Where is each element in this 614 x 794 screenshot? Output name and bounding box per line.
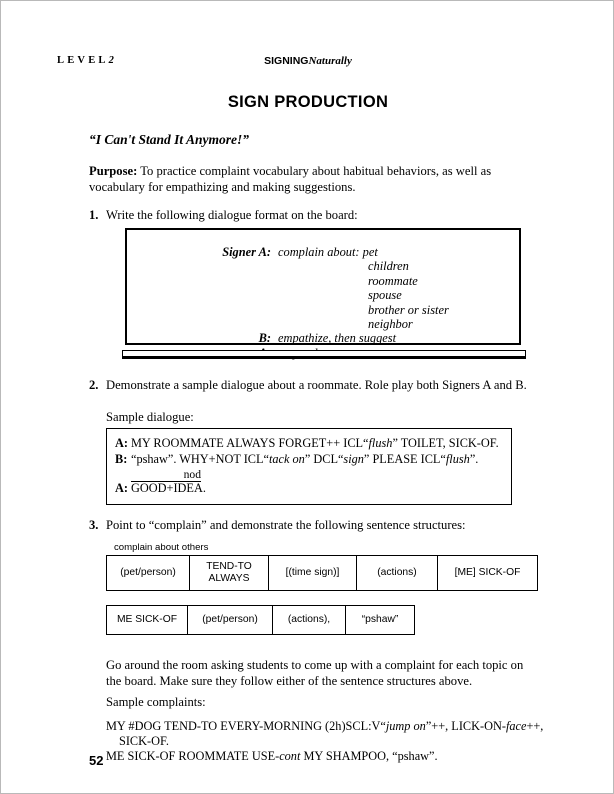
structure-cell: “pshaw” — [346, 606, 415, 635]
sentence-structure-table-2 — [106, 605, 415, 635]
blackboard-topic: roommate — [368, 273, 418, 288]
dialogue-line-a1 — [115, 436, 511, 452]
step-2-text: Demonstrate a sample dialogue about a roommate. Role play both Signers A and B. — [106, 378, 527, 392]
page-title: SIGN PRODUCTION — [227, 93, 389, 111]
blackboard-ledge-shadow — [122, 357, 526, 359]
blackboard-text — [209, 245, 449, 360]
structure-cell: ME SICK-OF — [107, 606, 188, 635]
page-content — [57, 1, 559, 794]
table-row — [107, 556, 538, 591]
structure-cell-line-2: ALWAYS — [208, 573, 250, 584]
blackboard-signer-b-label: B: — [258, 331, 271, 346]
purpose-text: To practice complaint vocabulary about habitual behaviors, as well as vocabulary for empathizing and making suggestions. — [89, 164, 492, 194]
blackboard-topic: children — [368, 259, 409, 274]
blackboard-line-signer-b — [209, 331, 449, 345]
complaint-line-1 — [106, 719, 546, 734]
structure-cell: [ME] SICK-OF — [438, 556, 538, 591]
complaint-2-part1: ME SICK-OF ROOMMATE USE- — [106, 749, 280, 764]
running-head-level-word: LEVEL — [57, 55, 109, 66]
sample-dialogue-box — [106, 428, 512, 505]
dialogue-b-part3: ” PLEASE ICL“ — [363, 451, 446, 466]
step-3-text: Point to “complain” and demonstrate the following sentence structures: — [106, 518, 466, 532]
complaint-line-1-continued: SICK-OF. — [119, 734, 169, 749]
running-head-level-number: 2 — [108, 55, 114, 66]
complaint-2-italic1: cont — [279, 749, 301, 764]
sentence-structure-table-1 — [106, 555, 538, 591]
dialogue-a1-post: ” TOILET, SICK-OF. — [392, 436, 499, 450]
dialogue-a2-text: GOOD+IDEA. — [131, 481, 206, 496]
step-3-number: 3. — [89, 518, 99, 532]
complaint-1-italic2: face — [505, 719, 527, 733]
purpose-paragraph — [89, 164, 527, 195]
blackboard-signer-a-text: complain about: pet — [278, 245, 378, 259]
dialogue-b-speaker: B: — [115, 451, 128, 466]
blackboard-frame — [125, 228, 521, 345]
complaint-1-italic1: jump on — [385, 719, 426, 733]
blackboard-chalk-ledge — [122, 350, 526, 357]
step-1-text: Write the following dialogue format on the board: — [106, 208, 358, 222]
complaint-1-part3: ++, — [526, 719, 544, 733]
complaint-1-part1: MY #DOG TEND-TO EVERY-MORNING (2h)SCL:V“ — [106, 719, 386, 733]
blackboard-topic: spouse — [368, 288, 402, 303]
blackboard-topic: brother or sister — [368, 302, 449, 317]
activity-subtitle: “I Can't Stand It Anymore!” — [89, 132, 250, 147]
complaint-line-2 — [106, 749, 546, 764]
running-head — [57, 55, 559, 71]
dialogue-nonmanual-marker-row — [115, 467, 511, 481]
blackboard-signer-a-label: Signer A: — [222, 245, 271, 259]
complaint-1-part2: ”++, LICK-ON- — [425, 719, 506, 733]
running-head-book-title — [57, 55, 559, 67]
step-3 — [89, 518, 539, 534]
blackboard-topic: neighbor — [368, 317, 413, 332]
dialogue-line-a2 — [115, 481, 511, 497]
purpose-label: Purpose: — [89, 164, 138, 178]
step-1-number: 1. — [89, 208, 99, 222]
structure-cell: [(time sign)] — [269, 556, 357, 591]
structure-cell: (actions) — [357, 556, 438, 591]
dialogue-b-part4: ”. — [469, 451, 479, 466]
dialogue-a2-speaker: A: — [115, 481, 128, 496]
structure-cell-line-1: TEND-TO — [206, 560, 252, 572]
structure-cell: (pet/person) — [188, 606, 273, 635]
step-1 — [89, 208, 529, 224]
step-2 — [89, 378, 539, 394]
dialogue-line-b — [115, 452, 511, 468]
blackboard — [122, 228, 526, 360]
nonmanual-marker-nod: nod — [131, 468, 201, 482]
structure-cell: (actions), — [273, 606, 346, 635]
sample-dialogue-label: Sample dialogue: — [106, 410, 194, 424]
book-title-italic: Naturally — [308, 55, 352, 67]
step-2-number: 2. — [89, 378, 99, 392]
dialogue-b-part2: ” DCL“ — [304, 451, 344, 466]
table-row — [107, 606, 415, 635]
sample-complaints-list — [106, 719, 546, 765]
dialogue-b-part1: “pshaw”. WHY+NOT ICL“ — [131, 451, 269, 466]
page-number: 52 — [89, 753, 104, 768]
blackboard-signer-b-text: empathize, then suggest — [278, 331, 397, 346]
dialogue-a1-italic: flush — [368, 436, 393, 450]
structure-cell — [190, 556, 269, 591]
dialogue-a1-speaker: A: — [115, 436, 128, 450]
dialogue-b-italic2: sign — [343, 451, 364, 466]
dialogue-b-italic3: flush — [445, 451, 470, 466]
book-title-main: SIGNING — [264, 55, 309, 67]
structure-table-caption: complain about others — [114, 542, 209, 553]
structure-cell: (pet/person) — [107, 556, 190, 591]
blackboard-line-signer-a — [209, 245, 449, 259]
complaint-2-part2: MY SHAMPOO, “pshaw”. — [300, 749, 438, 764]
dialogue-b-italic1: tack on — [268, 451, 305, 466]
dialogue-a1-pre: MY ROOMMATE ALWAYS FORGET++ ICL“ — [131, 436, 369, 450]
sample-complaints-label: Sample complaints: — [106, 695, 206, 709]
closing-paragraph: Go around the room asking students to come up with a complaint for each topic on the board. Make sure they follow either of the sentence structures above. — [106, 658, 524, 688]
